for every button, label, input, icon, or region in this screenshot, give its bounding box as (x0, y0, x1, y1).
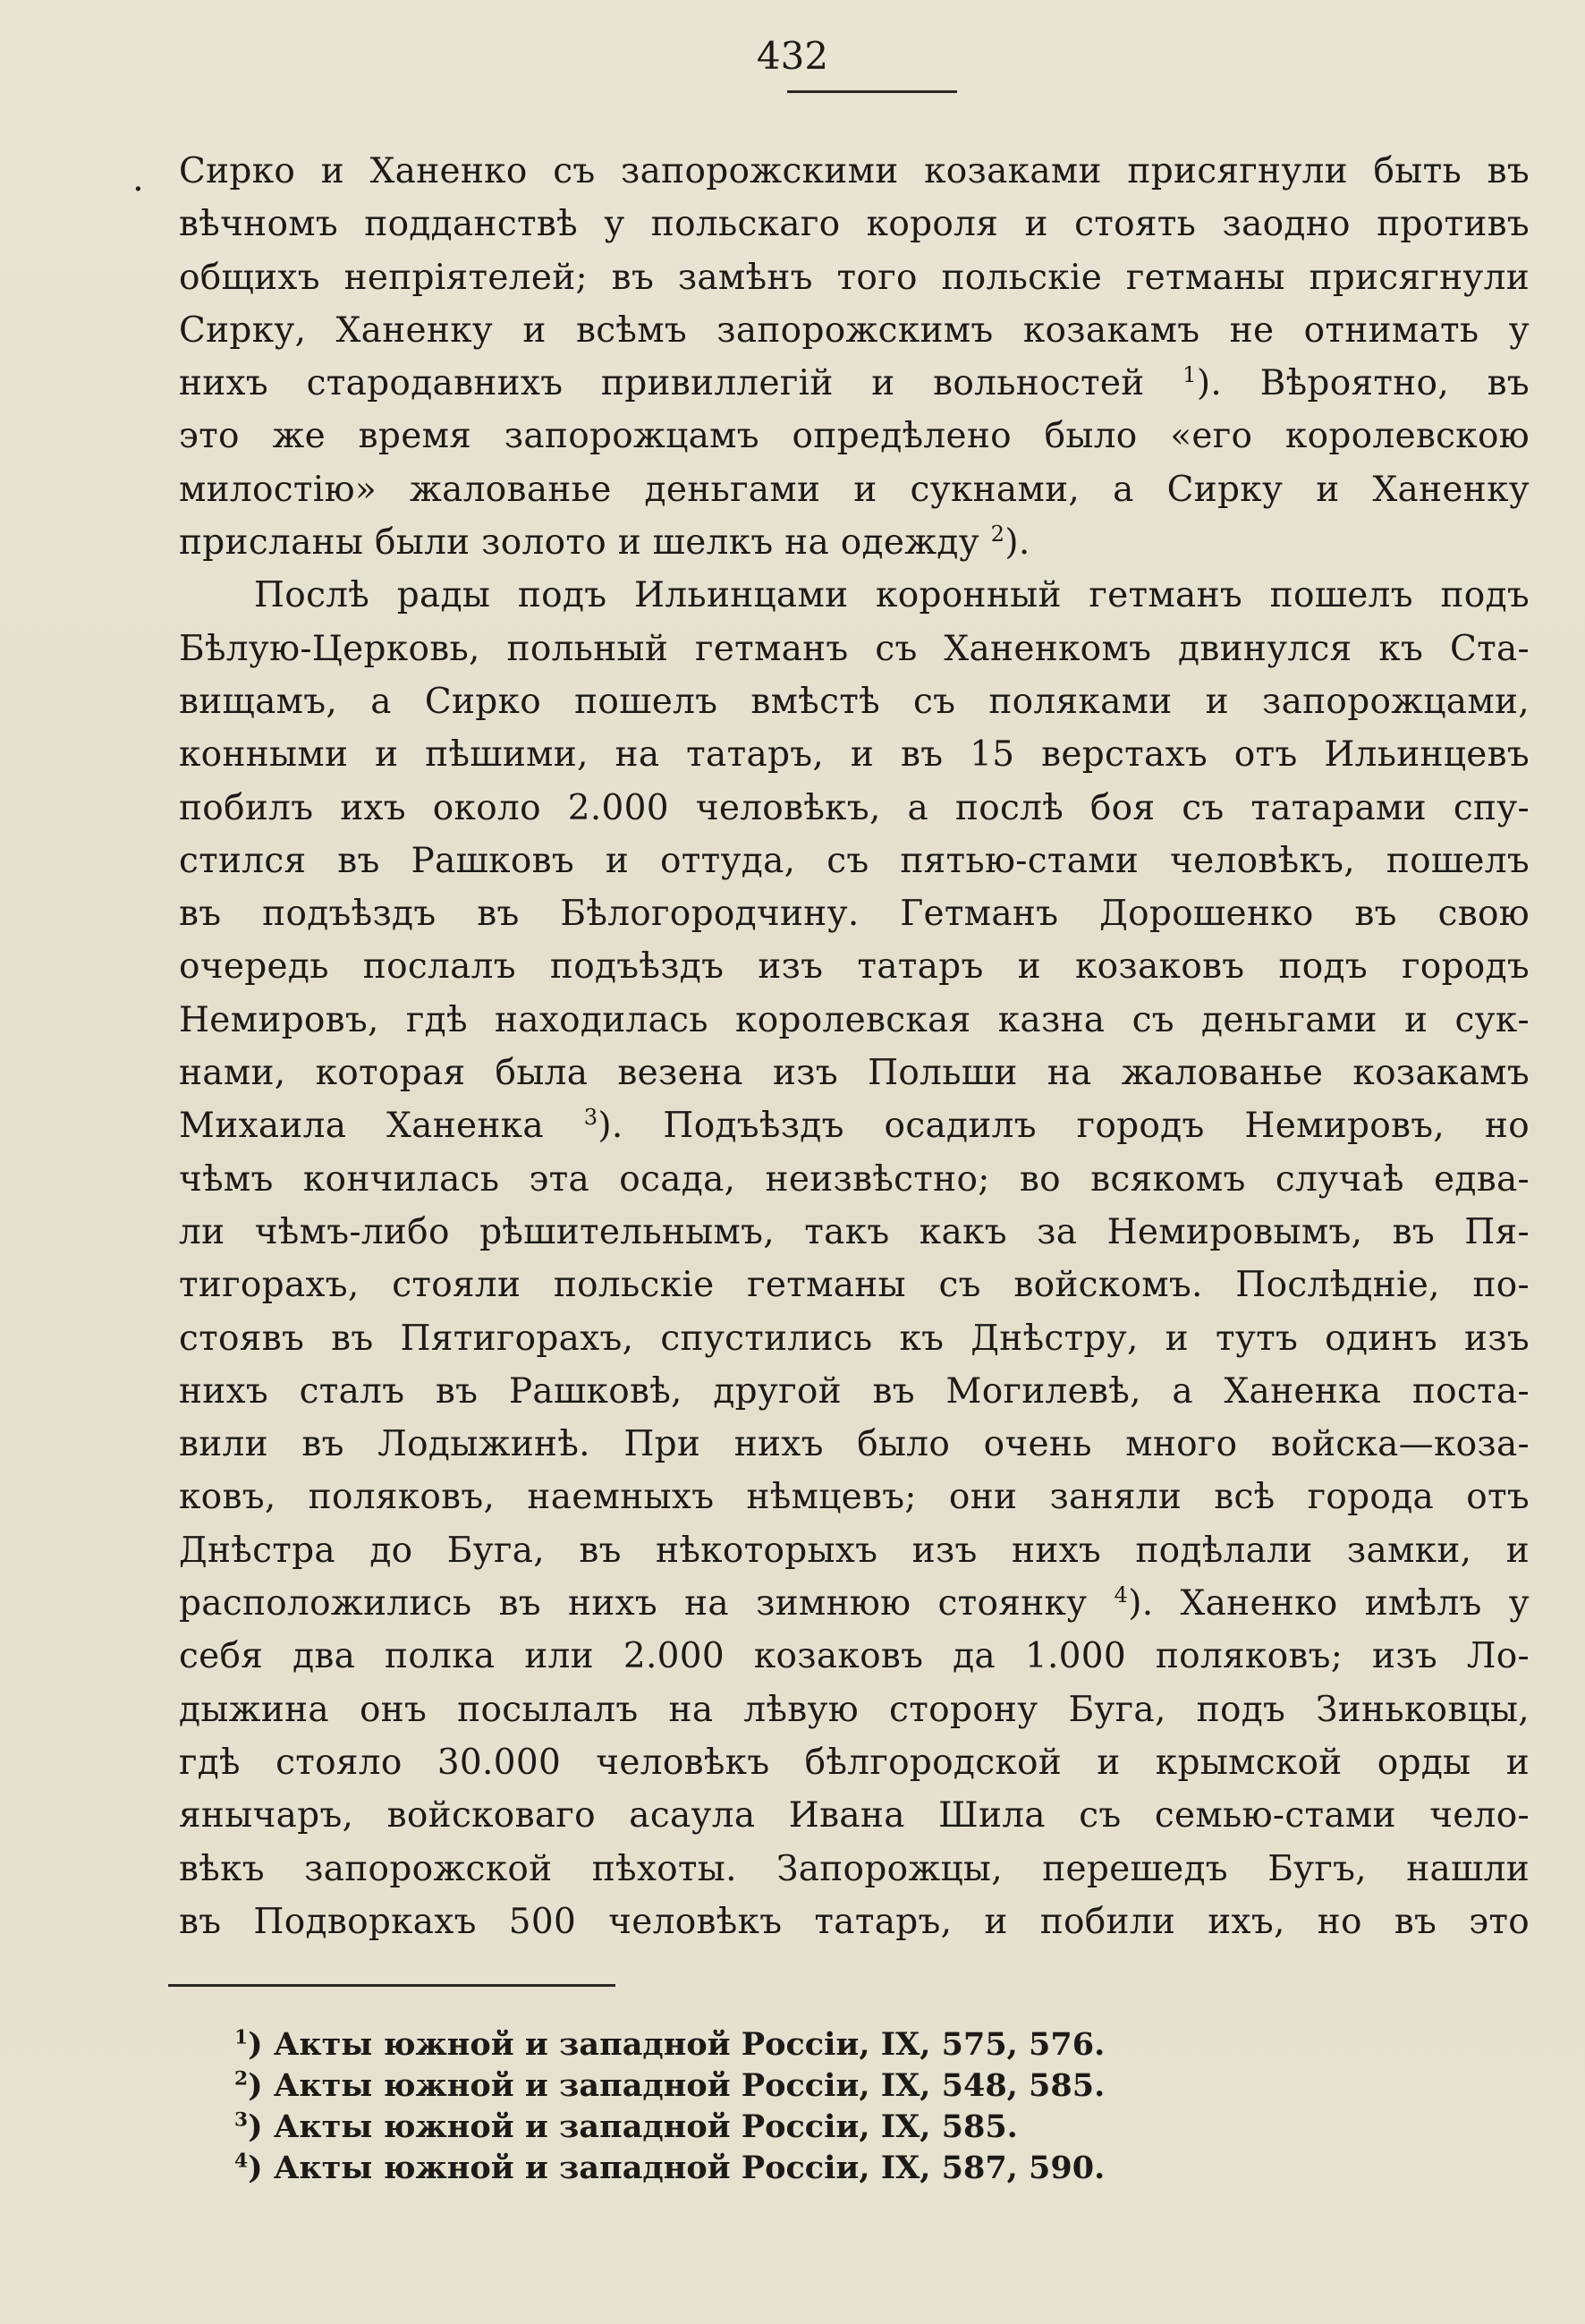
text-line (179, 516, 1530, 569)
text-line-content: Немировъ, гдѣ находилась королевская казна съ деньгами и сук- (179, 999, 1530, 1040)
text-line-content: ли чѣмъ-либо рѣшительнымъ, такъ какъ за Немировымъ, въ Пя- (179, 1211, 1530, 1252)
text-line-tail: ). Ханенко имѣлъ у (1128, 1583, 1530, 1624)
text-line (179, 1206, 1530, 1259)
text-line (179, 1471, 1530, 1523)
text-line (179, 1684, 1530, 1736)
text-line (179, 251, 1530, 304)
text-line-content: вищамъ, а Сирко пошелъ вмѣстѣ съ поляками и запорожцами, (179, 681, 1530, 722)
footnote-text: ) Акты южной и западной Россіи, IX, 585. (248, 2108, 1018, 2145)
text-line (179, 835, 1530, 887)
footnote-mark: 3 (234, 2108, 249, 2132)
text-line-content: чѣмъ кончилась эта осада, неизвѣстно; во всякомъ случаѣ едва- (179, 1158, 1530, 1200)
text-line-content: конными и пѣшими, на татаръ, и въ 15 верстахъ отъ Ильинцевъ (179, 734, 1530, 776)
text-line (179, 1789, 1530, 1842)
text-line (179, 940, 1530, 993)
text-line (179, 675, 1530, 728)
text-line-content: въ подъѣздъ въ Бѣлогородчину. Гетманъ Дорошенко въ свою (179, 894, 1530, 935)
margin-mark: . (132, 158, 144, 199)
text-line-content: янычаръ, войсковаго асаула Ивана Шила съ семью-стами чело- (179, 1795, 1530, 1836)
text-line (179, 1630, 1530, 1683)
footnote-text: ) Акты южной и западной Россіи, IX, 587, 590. (248, 2150, 1106, 2186)
text-line-content: тигорахъ, стояли польскіе гетманы съ войскомъ. Послѣдніе, по- (179, 1265, 1530, 1306)
text-line (179, 1312, 1530, 1365)
text-line-content: въ Подворкахъ 500 человѣкъ татаръ, и побили ихъ, но въ это (179, 1901, 1530, 1942)
text-line (179, 623, 1530, 675)
text-line-content: нами, которая была везена изъ Польши на жалованье козакамъ (179, 1053, 1530, 1094)
text-line-content: Сирко и Ханенко съ запорожскими козаками присягнули быть въ (179, 151, 1530, 191)
text-line (179, 1259, 1530, 1311)
text-line (179, 1524, 1530, 1577)
text-line-content: Бѣлую-Церковь, польный гетманъ съ Ханенкомъ двинулся къ Ста- (179, 628, 1530, 669)
text-line (179, 887, 1530, 940)
footnote-text: ) Акты южной и западной Россіи, IX, 548, 585. (248, 2067, 1106, 2104)
text-line-content: стился въ Рашковъ и оттуда, съ пятью-стами человѣкъ, пошелъ (179, 840, 1530, 881)
text-line (179, 1365, 1530, 1418)
text-line-content: нихъ стародавнихъ привиллегій и вольностей (179, 363, 1183, 404)
text-line (179, 1418, 1530, 1471)
text-line (179, 1099, 1530, 1152)
text-line-content: побилъ ихъ около 2.000 человѣкъ, а послѣ боя съ татарами спу- (179, 787, 1530, 828)
text-line-content: вили въ Лодыжинѣ. При нихъ было очень много войска—коза- (179, 1424, 1530, 1465)
footnote (234, 2148, 1308, 2189)
text-line (179, 1153, 1530, 1206)
text-line-content: это же время запорожцамъ опредѣлено было «его королевскою (179, 416, 1530, 457)
text-line (179, 728, 1530, 781)
text-line (179, 569, 1530, 622)
text-line-content: общихъ непріятелей; въ замѣнъ того польскіе гетманы присягнули (179, 257, 1530, 298)
text-line (179, 1736, 1530, 1789)
text-line-content: стоявъ въ Пятигорахъ, спустились къ Днѣстру, и тутъ одинъ изъ (179, 1318, 1530, 1359)
footnotes (234, 2024, 1308, 2189)
footnote-rule (168, 1984, 615, 1987)
page-number: 432 (756, 34, 829, 78)
text-line-tail: ). Подъѣздъ осадилъ городъ Немировъ, но (598, 1106, 1530, 1147)
footnote-mark: 1 (234, 2026, 249, 2049)
text-line (179, 463, 1530, 516)
text-line (179, 1843, 1530, 1896)
text-line-content: расположились въ нихъ на зимнюю стоянку (179, 1583, 1115, 1624)
text-line-content: вѣкъ запорожской пѣхоты. Запорожцы, перешедъ Бугъ, нашли (179, 1848, 1530, 1889)
text-line-content: Михаила Ханенка (179, 1106, 584, 1147)
text-line-content: себя два полка или 2.000 козаковъ да 1.000 поляковъ; изъ Ло- (179, 1636, 1530, 1677)
text-line (179, 410, 1530, 462)
text-line (179, 1047, 1530, 1099)
text-line (179, 145, 1530, 198)
text-line-content: вѣчномъ подданствѣ у польскаго короля и стоять заодно противъ (179, 204, 1530, 245)
text-line (179, 782, 1530, 835)
footnote-reference: 2 (990, 522, 1005, 547)
text-line-content: милостію» жалованье деньгами и сукнами, а Сирку и Ханенку (179, 469, 1530, 510)
text-line (179, 1577, 1530, 1630)
text-line-content: ковъ, поляковъ, наемныхъ нѣмцевъ; они заняли всѣ города отъ (179, 1477, 1530, 1518)
text-line-content: нихъ сталъ въ Рашковѣ, другой въ Могилевѣ, а Ханенка поста- (179, 1370, 1530, 1412)
text-line (179, 198, 1530, 250)
text-line (179, 1896, 1530, 1948)
footnote-reference: 1 (1182, 362, 1197, 388)
page-number-rule (787, 90, 957, 93)
footnote-mark: 4 (234, 2150, 249, 2173)
text-line-content: гдѣ стояло 30.000 человѣкъ бѣлгородской и крымской орды и (179, 1742, 1530, 1783)
text-line (179, 357, 1530, 410)
text-line (179, 304, 1530, 357)
text-line-tail: ). Вѣроятно, въ (1196, 363, 1530, 404)
footnote-text: ) Акты южной и западной Россіи, IX, 575, 576. (248, 2026, 1106, 2063)
text-line-content: очередь послалъ подъѣздъ изъ татаръ и козаковъ подъ городъ (179, 946, 1530, 988)
text-line (179, 994, 1530, 1047)
text-line-tail: ). (1004, 522, 1030, 564)
body-text (179, 145, 1530, 1948)
footnote-reference: 3 (583, 1105, 598, 1131)
text-line-content: Сирку, Ханенку и всѣмъ запорожскимъ козакамъ не отнимать у (179, 310, 1530, 351)
footnote (234, 2024, 1308, 2065)
footnote (234, 2107, 1308, 2148)
text-line-content: дыжина онъ посылалъ на лѣвую сторону Буга, подъ Зиньковцы, (179, 1689, 1530, 1730)
footnote-mark: 2 (234, 2067, 249, 2091)
footnote (234, 2065, 1308, 2107)
text-line-content: присланы были золото и шелкъ на одежду (179, 522, 991, 564)
text-line-content: Послѣ рады подъ Ильинцами коронный гетманъ пошелъ подъ (254, 575, 1530, 616)
text-line-content: Днѣстра до Буга, въ нѣкоторыхъ изъ нихъ подѣлали замки, и (179, 1530, 1530, 1571)
footnote-reference: 4 (1114, 1582, 1129, 1608)
